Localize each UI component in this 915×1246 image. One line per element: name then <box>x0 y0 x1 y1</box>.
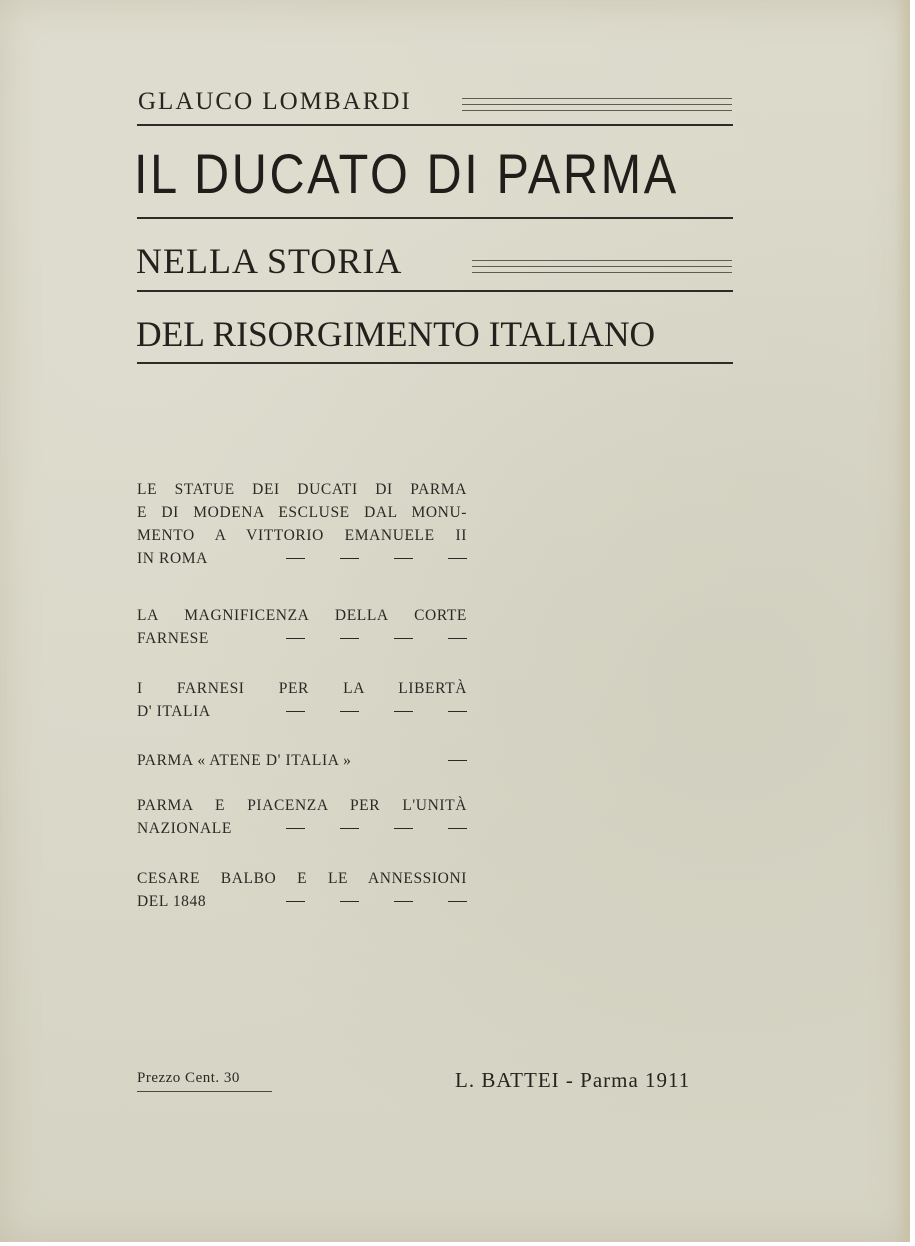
contents-line-last <box>137 547 467 570</box>
leader-dashes <box>286 627 467 650</box>
leader-dashes <box>448 749 467 772</box>
price-label: Prezzo Cent. 30 <box>137 1070 240 1086</box>
contents-line-last <box>137 749 467 772</box>
contents-line: LE STATUE DEI DUCATI DI PARMA <box>137 481 467 498</box>
contents-line: CESARE BALBO E LE ANNESSIONI <box>137 870 467 887</box>
leader-dashes <box>286 547 467 570</box>
contents-line: E DI MODENA ESCLUSE DAL MONU- <box>137 504 467 521</box>
decorative-rule <box>462 98 732 99</box>
decorative-rule <box>472 260 732 261</box>
paper-edge <box>896 0 910 1242</box>
subtitle-line-1: NELLA STORIA <box>136 241 403 281</box>
publisher-imprint: L. BATTEI - Parma 1911 <box>455 1068 691 1092</box>
book-title: IL DUCATO DI PARMA <box>134 142 679 205</box>
contents-entry <box>137 677 467 723</box>
author-name: GLAUCO LOMBARDI <box>138 88 412 115</box>
contents-line-text: D' ITALIA <box>137 703 211 720</box>
subtitle-line-2: DEL RISORGIMENTO ITALIANO <box>136 314 656 354</box>
leader-dashes <box>286 890 467 913</box>
contents-entry <box>137 794 467 840</box>
show-through <box>560 400 572 453</box>
leader-dashes <box>286 700 467 723</box>
leader-dashes <box>286 817 467 840</box>
contents-line-text: NAZIONALE <box>137 820 232 837</box>
divider-rule <box>137 217 733 219</box>
contents-line: PARMA E PIACENZA PER L'UNITÀ <box>137 797 467 814</box>
contents-line-last <box>137 627 467 650</box>
divider-rule <box>137 362 733 364</box>
contents-line: I FARNESI PER LA LIBERTÀ <box>137 680 467 697</box>
price-underline <box>137 1091 272 1092</box>
contents-line: MENTO A VITTORIO EMANUELE II <box>137 527 467 544</box>
decorative-rule <box>462 110 732 111</box>
contents-entry <box>137 478 467 570</box>
decorative-rule <box>472 272 732 273</box>
contents-line-text: IN ROMA <box>137 550 208 567</box>
divider-rule <box>137 290 733 292</box>
contents-line-last <box>137 890 467 913</box>
contents-line-last <box>137 700 467 723</box>
contents-line-text: FARNESE <box>137 630 209 647</box>
contents-entry <box>137 604 467 650</box>
decorative-rule <box>472 266 732 267</box>
decorative-rule <box>462 104 732 105</box>
contents-line-last <box>137 817 467 840</box>
contents-line-text: DEL 1848 <box>137 893 207 910</box>
contents-entry <box>137 749 467 772</box>
contents-line: LA MAGNIFICENZA DELLA CORTE <box>137 607 467 624</box>
divider-rule <box>137 124 733 126</box>
contents-line-text: PARMA « ATENE D' ITALIA » <box>137 752 352 769</box>
contents-entry <box>137 867 467 913</box>
